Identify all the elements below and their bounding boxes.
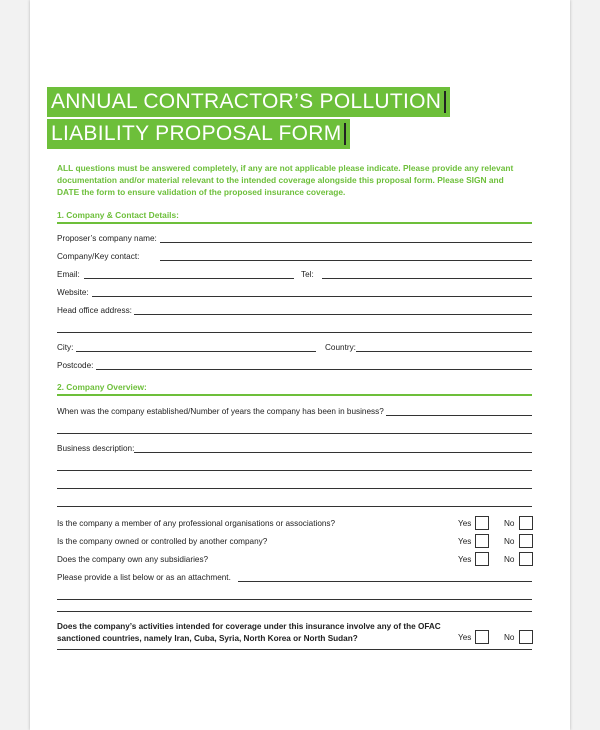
yes-label: Yes: [458, 633, 472, 642]
list-field-line-3[interactable]: [57, 611, 532, 612]
title-text-1: ANNUAL CONTRACTOR’S POLLUTION: [51, 90, 442, 113]
head-office-label: Head office address:: [57, 306, 132, 315]
form-title-line-2: [47, 119, 350, 149]
email-label: Email:: [57, 270, 80, 279]
section-2-heading: [57, 382, 532, 392]
text-cursor-mark: [344, 123, 346, 145]
established-field[interactable]: [386, 415, 532, 416]
section-1-rule: [57, 222, 532, 224]
established-field-line-2[interactable]: [57, 433, 532, 434]
postcode-label: Postcode:: [57, 361, 94, 370]
key-contact-field[interactable]: [160, 260, 532, 261]
section-1-heading-text: 1. Company & Contact Details:: [57, 210, 179, 220]
section-2-rule: [57, 394, 532, 396]
no-checkbox[interactable]: [519, 534, 533, 548]
email-field[interactable]: [84, 278, 294, 279]
no-label: No: [504, 555, 515, 564]
section-2-heading-text: 2. Company Overview:: [57, 382, 147, 392]
text-cursor-mark: [444, 91, 446, 113]
head-office-field-line-2[interactable]: [57, 332, 532, 333]
business-description-line-4[interactable]: [57, 506, 532, 507]
yes-label: Yes: [458, 555, 472, 564]
list-prompt-label: Please provide a list below or as an attachment.: [57, 573, 231, 582]
question-professional-orgs: Is the company a member of any professional organisations or associations?: [57, 519, 336, 528]
head-office-field[interactable]: [134, 314, 532, 315]
country-field[interactable]: [356, 351, 532, 352]
city-field[interactable]: [76, 351, 316, 352]
yes-checkbox[interactable]: [475, 534, 489, 548]
tel-label: Tel:: [301, 270, 314, 279]
yes-label: Yes: [458, 519, 472, 528]
yes-checkbox[interactable]: [475, 552, 489, 566]
yes-label: Yes: [458, 537, 472, 546]
business-description-line-2[interactable]: [57, 470, 532, 471]
list-field-line-2[interactable]: [57, 599, 532, 600]
list-field[interactable]: [238, 581, 532, 582]
no-label: No: [504, 519, 515, 528]
business-description-line-3[interactable]: [57, 488, 532, 489]
key-contact-label: Company/Key contact:: [57, 252, 140, 261]
postcode-field[interactable]: [96, 369, 532, 370]
website-label: Website:: [57, 288, 89, 297]
website-field[interactable]: [92, 296, 532, 297]
section-1-heading: [57, 210, 532, 220]
yes-checkbox[interactable]: [475, 630, 489, 644]
company-name-field[interactable]: [160, 242, 532, 243]
no-label: No: [504, 633, 515, 642]
no-checkbox[interactable]: [519, 516, 533, 530]
question-subsidiaries: Does the company own any subsidiaries?: [57, 555, 209, 564]
business-description-label: Business description:: [57, 444, 135, 453]
question-ofac: Does the company’s activities intended for coverage under this insurance involve any of the OFAC sanctioned countries, namely Iran, Cuba, Syria, North Korea or North Sudan?: [57, 622, 441, 643]
city-label: City:: [57, 343, 74, 352]
no-checkbox[interactable]: [519, 630, 533, 644]
question-owned-controlled: Is the company owned or controlled by another company?: [57, 537, 268, 546]
yes-checkbox[interactable]: [475, 516, 489, 530]
no-label: No: [504, 537, 515, 546]
ofac-rule: [57, 649, 532, 650]
business-description-field[interactable]: [134, 452, 532, 453]
company-name-label: Proposer’s company name:: [57, 234, 157, 243]
form-title-line-1: [47, 87, 450, 117]
established-label: When was the company established/Number of years the company has been in business?: [57, 407, 384, 416]
no-checkbox[interactable]: [519, 552, 533, 566]
tel-field[interactable]: [322, 278, 532, 279]
country-label: Country:: [325, 343, 356, 352]
intro-instructions: ALL questions must be answered completely, if any are not applicable please indicate. Please provide any relevant documentation and/or material relevant to the intended coverage alongside this proposal form. Please SIGN and DATE the form to ensure validation of the proposed insurance coverage.: [57, 163, 514, 197]
title-text-2: LIABILITY PROPOSAL FORM: [51, 122, 342, 145]
